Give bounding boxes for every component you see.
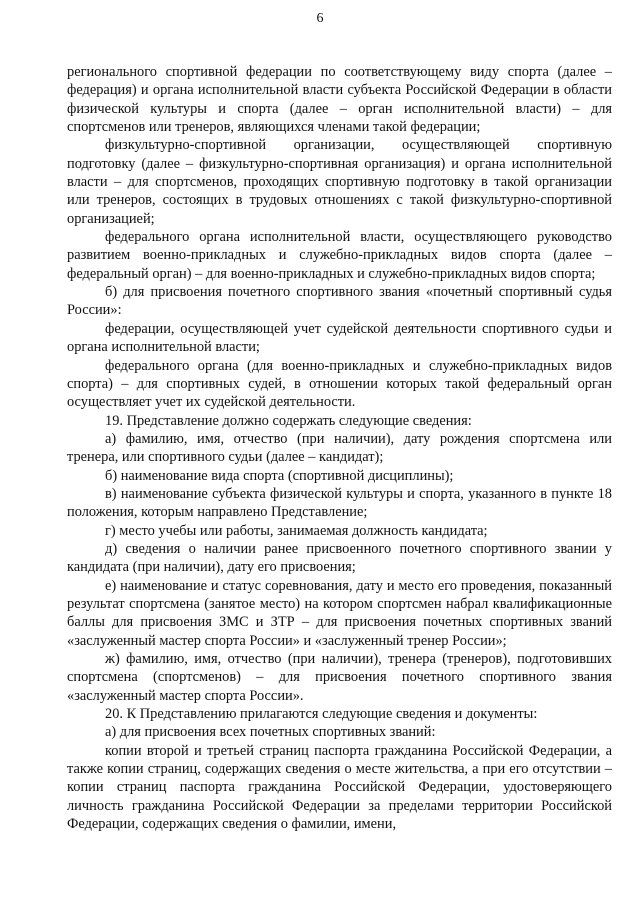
- paragraph-p1: регионального спортивной федерации по соответствующему виду спорта (далее – федерация) и органа исполнительной власти субъекта Российской Федерации в области физической культуры и спорта (далее – орган исполнительной власти) – для спортсменов или тренеров, являющихся членами такой федерации;: [67, 64, 612, 136]
- paragraph-p3: федерального органа исполнительной власти, осуществляющего руководство развитием военно-прикладных и служебно-прикладных видов спорта (далее – федеральный орган) – для военно-прикладных и служебно-прикладных видов спорта;: [67, 229, 612, 282]
- paragraph-p10: в) наименование субъекта физической культуры и спорта, указанного в пункте 18 положения, которым направлено Представление;: [67, 485, 612, 521]
- paragraph-p4: б) для присвоения почетного спортивного звания «почетный спортивный судья России»:: [67, 284, 612, 319]
- page-number: 6: [316, 11, 324, 26]
- paragraph-p7: 19. Представление должно содержать следующие сведения:: [105, 412, 472, 429]
- document-body: [67, 63, 612, 833]
- paragraph-p16: а) для присвоения всех почетных спортивных званий:: [105, 724, 436, 741]
- paragraph-p14: ж) фамилию, имя, отчество (при наличии), тренера (тренеров), подготовивших спортсмена (спортсменов) – для присвоения почетного спортивного звания «заслуженный мастер спорта России».: [67, 651, 612, 704]
- paragraph-p2: физкультурно-спортивной организации, осуществляющей спортивную подготовку (далее – физкультурно-спортивная организация) и органа исполнительной власти – для спортсменов, проходящих спортивную подготовку в такой организации или тренеров, состоящих в трудовых отношениях с такой физкультурно-спортивной организацией;: [67, 137, 612, 227]
- paragraph-p9: б) наименование вида спорта (спортивной дисциплины);: [105, 467, 454, 484]
- paragraph-p6: федерального органа (для военно-прикладных и служебно-прикладных видов спорта) – для спортивных судей, в отношении которых такой федеральный орган осуществляет учет их судейской деятельности.: [67, 357, 612, 411]
- paragraph-p17: копии второй и третьей страниц паспорта гражданина Российской Федерации, а также копии страниц, содержащих сведения о месте жительства, а при его отсутствии – копии страниц паспорта гражданина Российской Федерации, удостоверяющего личность гражданина Российской Федерации за пределами территории Российской Федерации, содержащих сведения о фамилии, имени,: [67, 742, 612, 833]
- paragraph-p11: г) место учебы или работы, занимаемая должность кандидата;: [105, 522, 488, 539]
- paragraph-p5: федерации, осуществляющей учет судейской деятельности спортивного судьи и органа исполнительной власти;: [67, 320, 612, 356]
- paragraph-p15: 20. К Представлению прилагаются следующие сведения и документы:: [105, 706, 538, 723]
- paragraph-p8: а) фамилию, имя, отчество (при наличии), дату рождения спортсмена или тренера, или спортивного судьи (далее – кандидат);: [67, 430, 612, 466]
- paragraph-p13: е) наименование и статус соревнования, дату и место его проведения, показанный результат спортсмена (занятое место) на котором спортсмен набрал квалификационные баллы для присвоения ЗМС и ЗТР – для присвоения почетных спортивных званий «заслуженный мастер спорта России» и «заслуженный тренер России»;: [67, 577, 612, 649]
- paragraph-p12: д) сведения о наличии ранее присвоенного почетного спортивного звании у кандидата (при наличии), дату его присвоения;: [67, 540, 612, 576]
